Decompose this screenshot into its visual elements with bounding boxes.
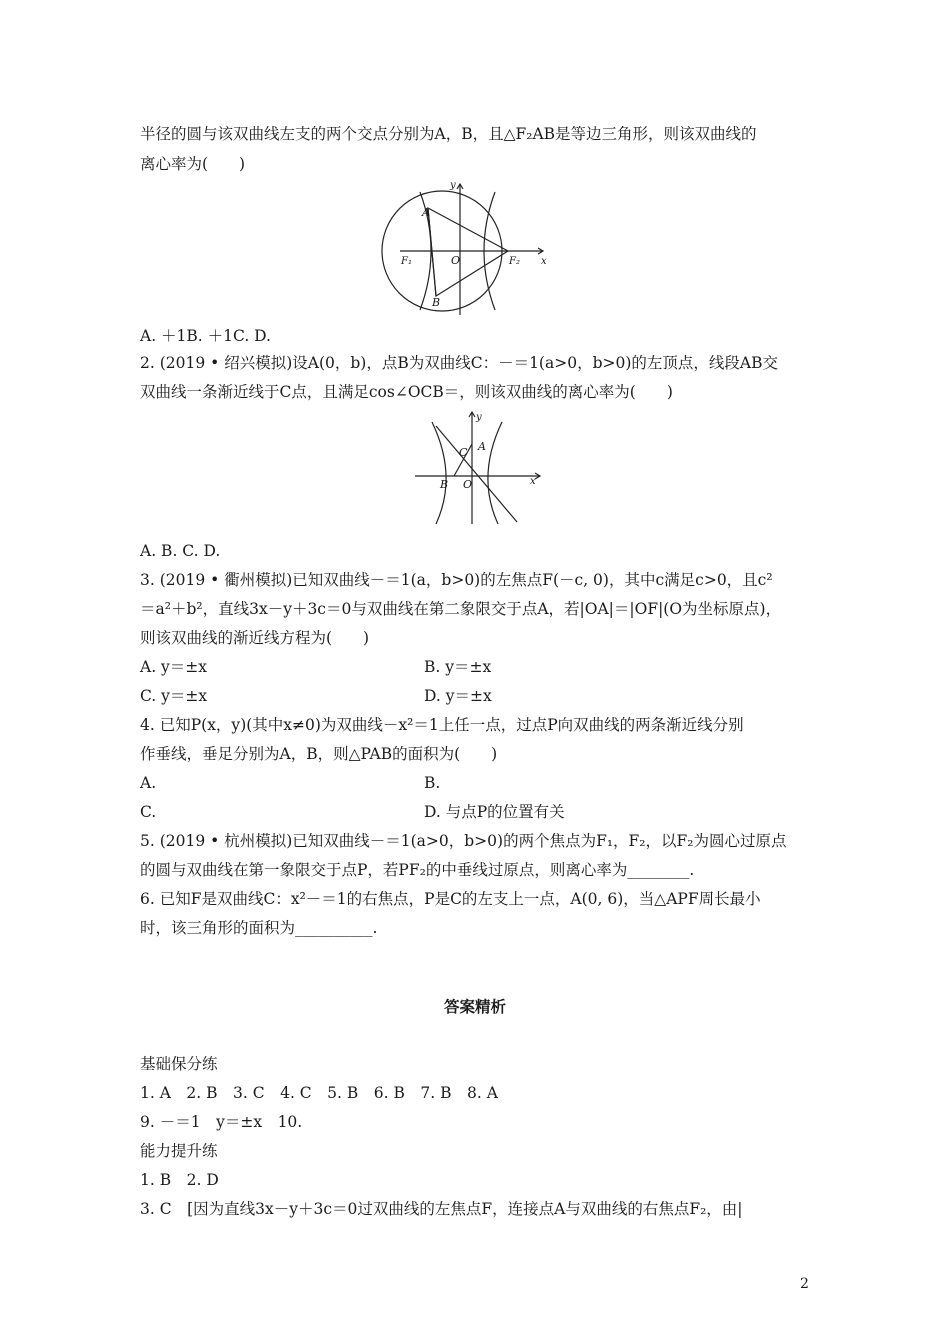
point-label-O: O	[451, 254, 461, 267]
answer-line: 1. A 2. B 3. C 4. C 5. B 6. B 7. B 8. A	[140, 1084, 498, 1102]
text-line: 离心率为( )	[140, 155, 246, 173]
point-label-F2: F₂	[509, 256, 520, 267]
answers-heading: 答案精析	[443, 997, 506, 1016]
option-B: B. y＝±x	[424, 658, 492, 676]
point-label-O: O	[463, 478, 473, 491]
axis-label-y: y	[476, 412, 482, 423]
point-label-B: B	[440, 478, 449, 491]
question-6: 6. 已知F是双曲线C：x²－＝1的右焦点，P是C的左支上一点，A(0, 6)，当△APF周长最小	[140, 890, 761, 908]
section-title: 能力提升练	[140, 1142, 218, 1160]
question-2: 2. (2019 • 绍兴模拟)设A(0，b)，点B为双曲线C：－＝1(a>0，b>0)的左顶点，线段AB交	[140, 354, 778, 372]
option-C: C.	[140, 803, 157, 821]
point-label-F1: F₁	[401, 256, 412, 267]
axis-label-x: x	[530, 476, 536, 487]
option-C: C. y＝±x	[140, 687, 208, 705]
point-label-B: B	[432, 296, 441, 309]
option-D: D. y＝±x	[424, 687, 492, 705]
question-5: 5. (2019 • 杭州模拟)已知双曲线－＝1(a>0，b>0)的两个焦点为F₁，F₂，以F₂为圆心过原点	[140, 832, 787, 850]
text-line: 作垂线，垂足分别为A，B，则△PAB的面积为( )	[140, 745, 498, 763]
axis-label-y: y	[450, 180, 456, 191]
answer-line: 1. B 2. D	[140, 1171, 219, 1189]
text-line: ＝a²＋b²，直线3x－y＋3c＝0与双曲线在第二象限交于点A，若|OA|＝|OF|(O为坐标原点)，	[140, 600, 782, 618]
question-3: 3. (2019 • 衢州模拟)已知双曲线－＝1(a，b>0)的左焦点F(－c, 0)，其中c满足c>0，且c²	[140, 571, 773, 589]
answer-line: 3. C [因为直线3x－y＋3c＝0过双曲线的左焦点F，连接点A与双曲线的右焦点F₂，由|	[140, 1200, 743, 1218]
point-label-A: A	[478, 440, 486, 453]
option-D: D. 与点P的位置有关	[424, 803, 565, 821]
section-title: 基础保分练	[140, 1055, 218, 1073]
text-line: 半径的圆与该双曲线左支的两个交点分别为A，B，且△F₂AB是等边三角形，则该双曲线的	[140, 125, 757, 143]
text-line: 双曲线一条渐近线于C点，且满足cos∠OCB＝，则该双曲线的离心率为( )	[140, 383, 673, 401]
question-4: 4. 已知P(x，y)(其中x≠0)为双曲线－x²＝1上任一点，过点P向双曲线的两条渐近线分别	[140, 716, 744, 734]
point-label-A: A	[422, 206, 430, 219]
text-line: 则该双曲线的渐近线方程为( )	[140, 629, 370, 647]
answer-line: 9. －＝1 y＝±x 10.	[140, 1113, 303, 1131]
axis-label-x: x	[541, 256, 547, 267]
page-number: 2	[800, 1276, 809, 1292]
text-line: 时，该三角形的面积为__________.	[140, 919, 378, 937]
figure-hyperbola-asymptote	[410, 408, 545, 528]
options-line: A. B. C. D.	[140, 542, 221, 560]
options-line: A. ＋1B. ＋1C. D.	[140, 327, 271, 345]
option-B: B.	[424, 774, 441, 792]
option-A: A. y＝±x	[140, 658, 208, 676]
text-line: 的圆与双曲线在第一象限交于点P，若PF₂的中垂线过原点，则离心率为________.	[140, 861, 695, 879]
figure-hyperbola-circle	[395, 178, 560, 318]
option-A: A.	[140, 774, 157, 792]
point-label-C: C	[459, 446, 468, 459]
